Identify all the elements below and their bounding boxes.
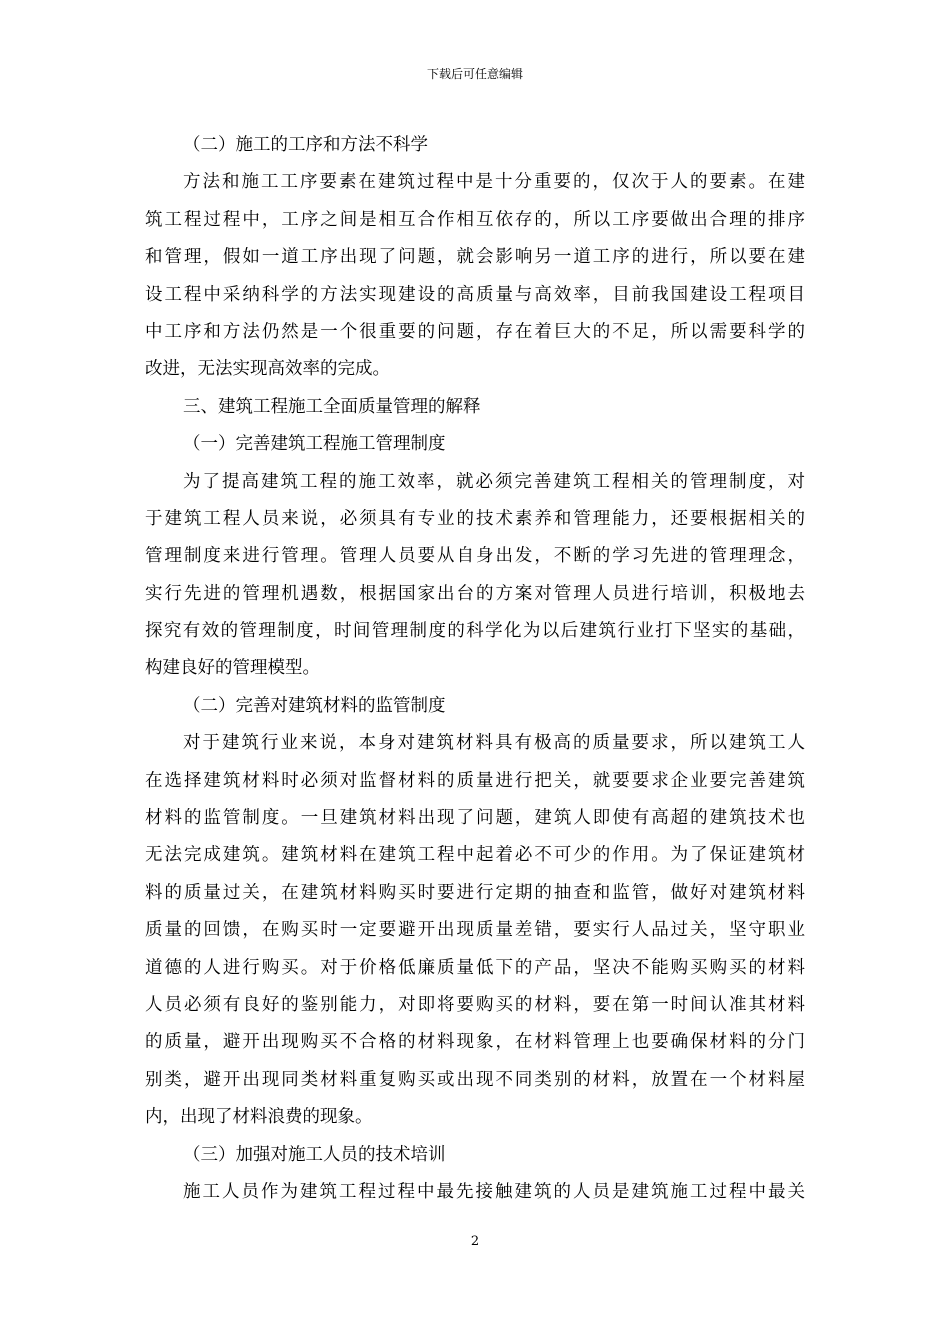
paragraph-line: 改进，无法实现高效率的完成。 (145, 359, 390, 380)
paragraph-line: 实行先进的管理机遇数，根据国家出台的方案对管理人员进行培训，积极地去 (145, 583, 805, 604)
document-body (145, 127, 805, 1211)
page-number: 2 (470, 1234, 480, 1249)
page-header: 下载后可任意编辑 (426, 67, 523, 81)
paragraph-line: 的质量，避开出现购买不合格的材料现象，在材料管理上也要确保材料的分门 (145, 1032, 805, 1053)
paragraph-line: 管理制度来进行管理。管理人员要从自身出发，不断的学习先进的管理理念， (145, 546, 805, 567)
paragraph-line: 设工程中采纳科学的方法实现建设的高质量与高效率，目前我国建设工程项目 (145, 284, 805, 305)
section-heading: 三、建筑工程施工全面质量管理的解释 (183, 396, 481, 417)
paragraph-line: 施工人员作为建筑工程过程中最先接触建筑的人员是建筑施工过程中最关 (183, 1181, 805, 1202)
paragraph-line: 在选择建筑材料时必须对监督材料的质量进行把关，就要要求企业要完善建筑 (145, 770, 805, 791)
section-heading: （二）完善对建筑材料的监管制度 (183, 695, 446, 716)
paragraph-line: 筑工程过程中，工序之间是相互合作相互依存的，所以工序要做出合理的排序 (145, 209, 805, 230)
paragraph-line: 无法完成建筑。建筑材料在建筑工程中起着必不可少的作用。为了保证建筑材 (145, 845, 805, 866)
paragraph-line: 方法和施工工序要素在建筑过程中是十分重要的，仅次于人的要素。在建 (183, 172, 805, 193)
paragraph-line: 和管理，假如一道工序出现了问题，就会影响另一道工序的进行，所以要在建 (145, 247, 805, 268)
section-heading: （三）加强对施工人员的技术培训 (183, 1144, 446, 1165)
paragraph-line: 内，出现了材料浪费的现象。 (145, 1107, 373, 1128)
paragraph-line: 材料的监管制度。一旦建筑材料出现了问题，建筑人即使有高超的建筑技术也 (145, 808, 805, 829)
paragraph-line: 对于建筑行业来说，本身对建筑材料具有极高的质量要求，所以建筑工人 (183, 733, 805, 754)
paragraph-line: 人员必须有良好的鉴别能力，对即将要购买的材料，要在第一时间认准其材料 (145, 994, 805, 1015)
paragraph-line: 别类，避开出现同类材料重复购买或出现不同类别的材料，放置在一个材料屋 (145, 1069, 805, 1090)
paragraph-line: 构建良好的管理模型。 (145, 658, 320, 679)
paragraph-line: 探究有效的管理制度，时间管理制度的科学化为以后建筑行业打下坚实的基础， (145, 621, 805, 642)
paragraph-line: 质量的回馈，在购买时一定要避开出现质量差错，要实行人品过关，坚守职业 (145, 920, 805, 941)
paragraph-line: 为了提高建筑工程的施工效率，就必须完善建筑工程相关的管理制度，对 (183, 471, 805, 492)
paragraph-line: 道德的人进行购买。对于价格低廉质量低下的产品，坚决不能购买购买的材料 (145, 957, 805, 978)
section-heading: （一）完善建筑工程施工管理制度 (183, 434, 446, 455)
paragraph-line: 于建筑工程人员来说，必须具有专业的技术素养和管理能力，还要根据相关的 (145, 508, 805, 529)
paragraph-line: 料的质量过关，在建筑材料购买时要进行定期的抽查和监管，做好对建筑材料 (145, 882, 805, 903)
section-heading: （二）施工的工序和方法不科学 (183, 135, 428, 155)
paragraph-line: 中工序和方法仍然是一个很重要的问题，存在着巨大的不足，所以需要科学的 (145, 321, 805, 342)
